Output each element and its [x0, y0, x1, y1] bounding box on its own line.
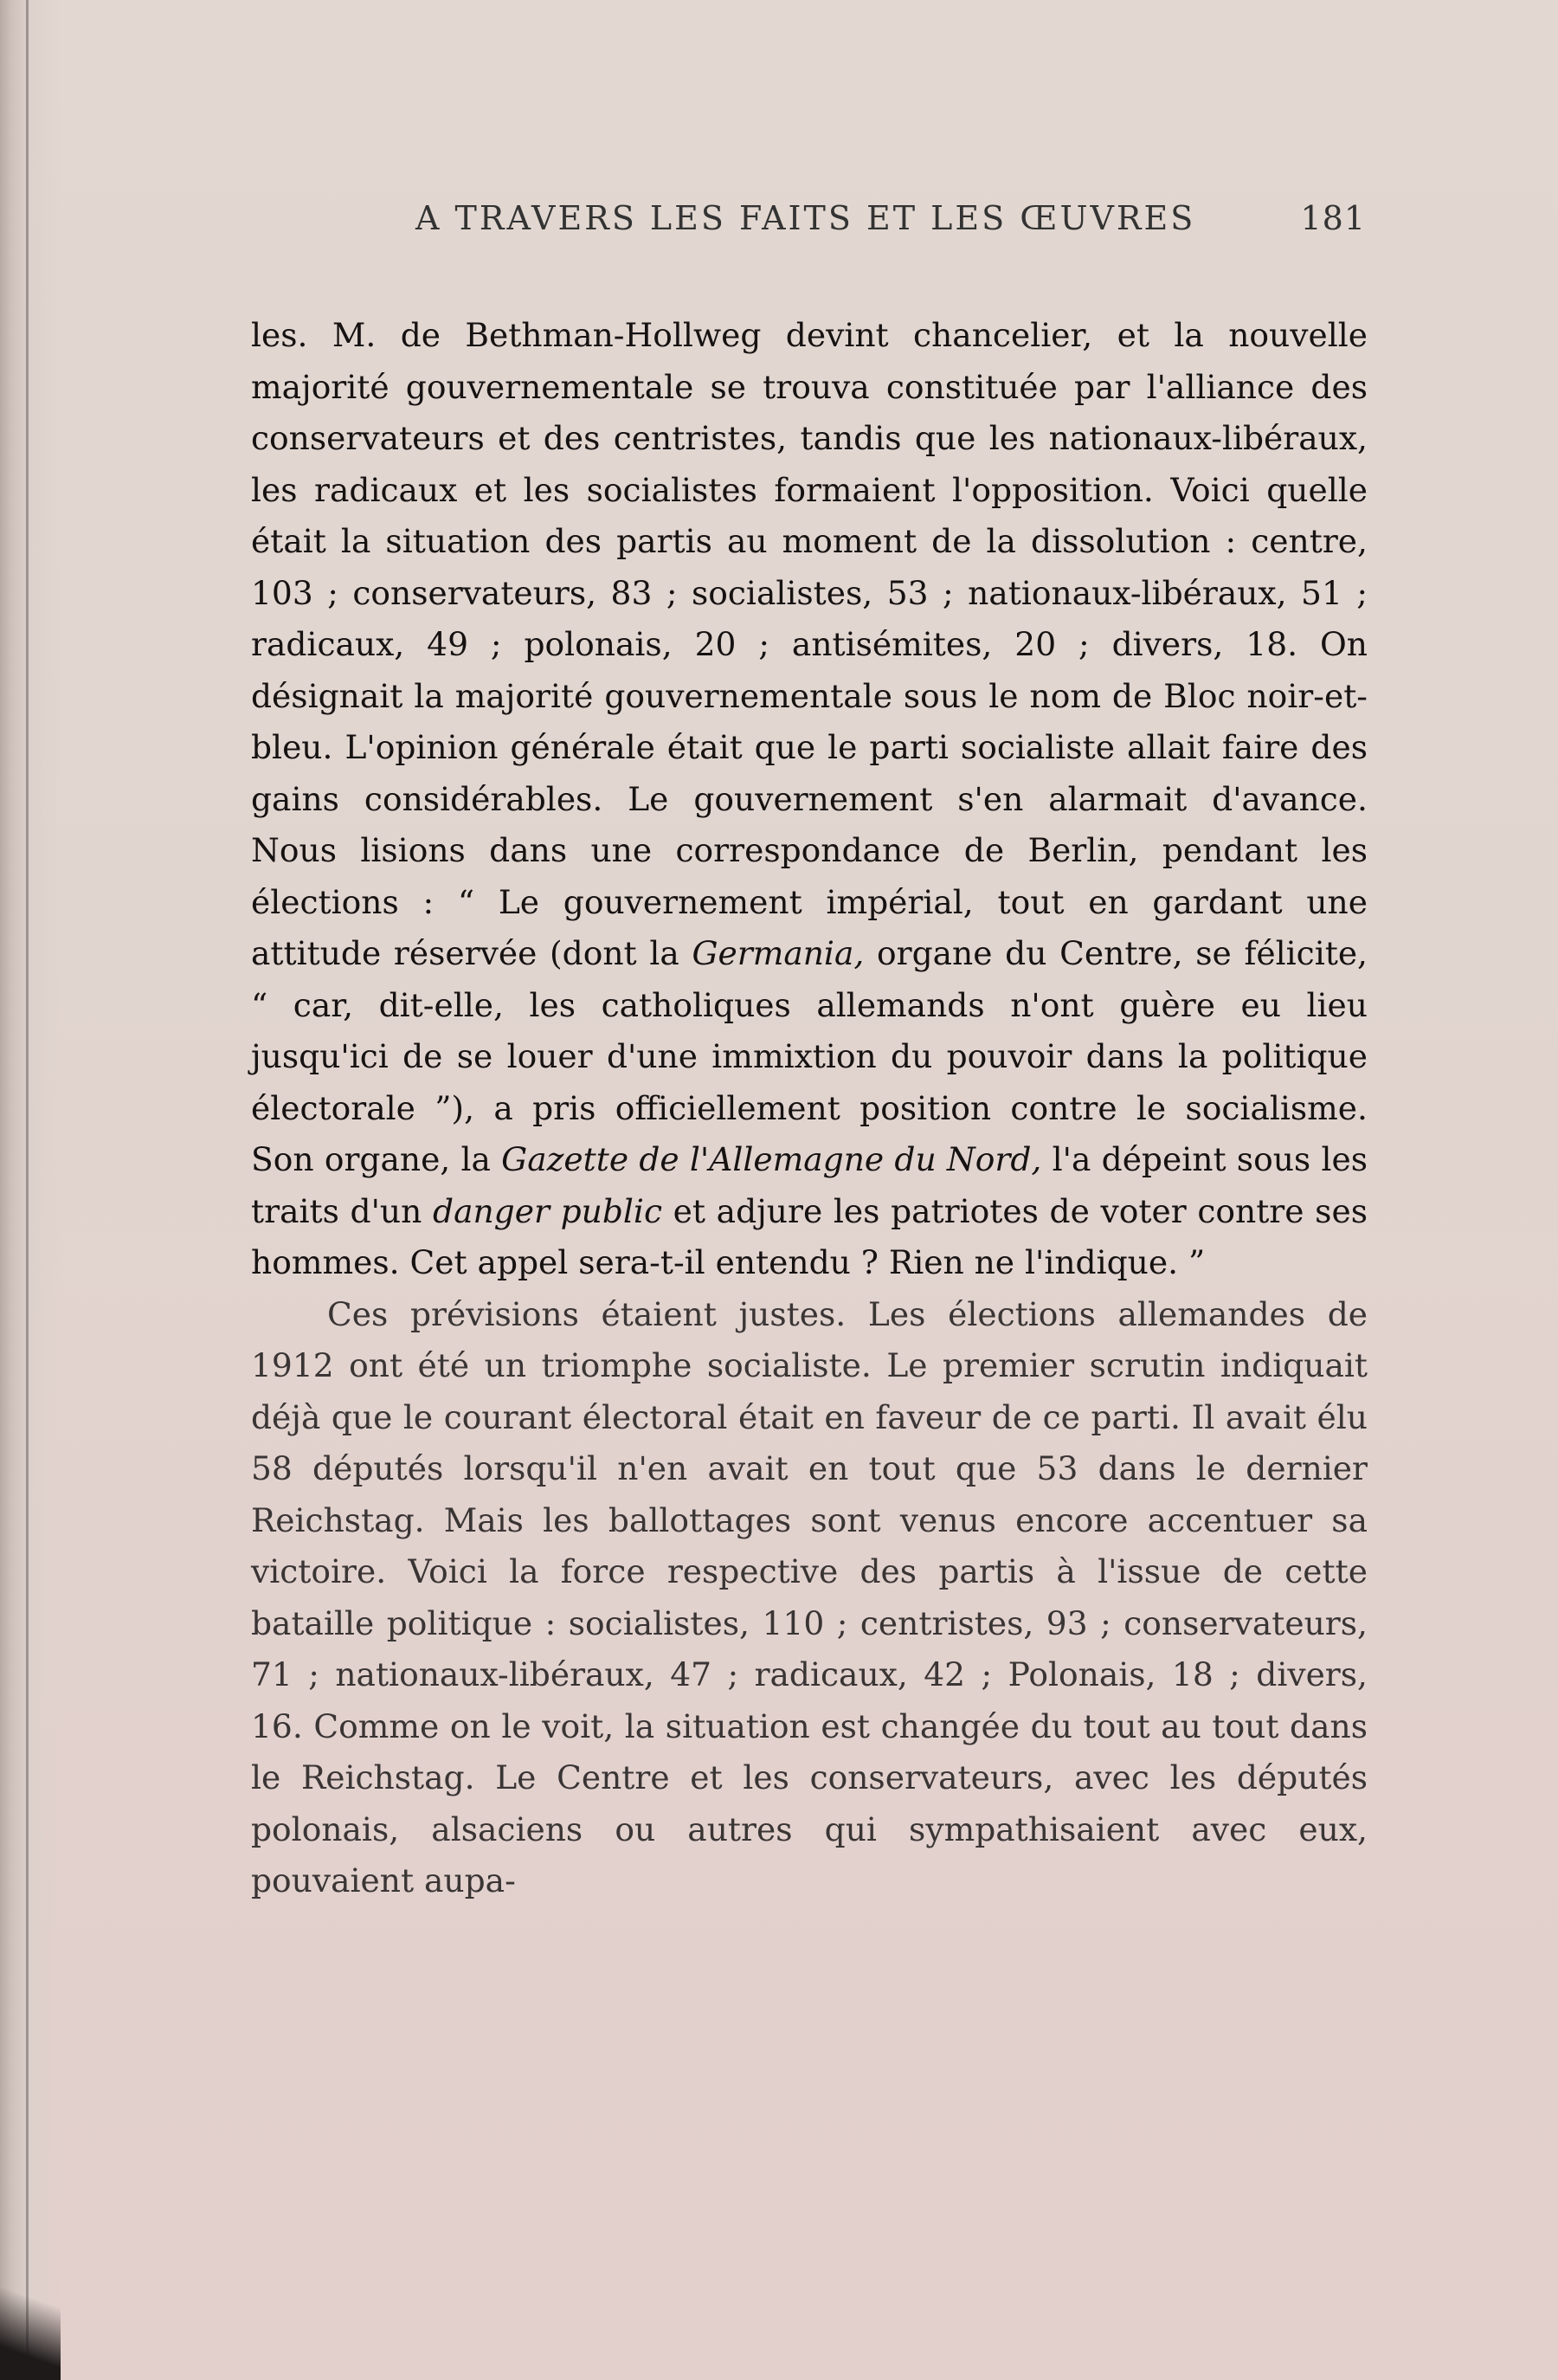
binding-edge	[26, 0, 29, 2380]
running-head	[415, 199, 1368, 237]
paragraph-1	[251, 310, 1368, 1289]
body-text	[251, 310, 1368, 1907]
running-head-title: A TRAVERS LES FAITS ET LES ŒUVRES	[415, 199, 1196, 237]
page-number: 181	[1300, 199, 1366, 237]
paragraph-1-part-3: l'a dépeint sous les traits d'un	[251, 1140, 1368, 1230]
corner-shadow	[0, 2267, 61, 2380]
paragraph-1-part-1: les. M. de Bethman-Hollweg devint chancelier, et la nouvelle majorité gouvernementale se trouva constituée par l'alliance des conservateurs et des centristes, tandis que les nationaux-libéraux, les radicaux et les socialistes formaient l'opposition. Voici quelle était la situation des partis au moment de la dissolution : centre, 103 ; conservateurs, 83 ; socialistes, 53 ; nationaux-libéraux, 51 ; radicaux, 49 ; polonais, 20 ; antisémites, 20 ; divers, 18. On désignait la majorité gouvernementale sous le nom de Bloc noir-et-bleu. L'opinion générale était que le parti socialiste allait faire des gains considérables. Le gouvernement s'en alarmait d'avance. Nous lisions dans une correspondance de Berlin, pendant les élections : “ Le gouvernement impérial, tout en gardant une attitude réservée (dont la	[251, 316, 1368, 972]
book-page	[251, 199, 1368, 1907]
book-spine-shadow	[0, 0, 61, 2380]
paragraph-1-part-2: organe du Centre, se félicite, “ car, dit-elle, les catholiques allemands n'ont guère eu lieu jusqu'ici de se louer d'une immixtion du pouvoir dans la politique électorale ”), a pris officiellement position contre le socialisme. Son organe, la	[251, 934, 1368, 1178]
italic-germania: Germania,	[692, 934, 865, 972]
paragraph-1-part-4: et adjure les patriotes de voter contre ses hommes. Cet appel sera-t-il entendu ? Rien ne l'indique. ”	[251, 1191, 1368, 1281]
paragraph-2: Ces prévisions étaient justes. Les élections allemandes de 1912 ont été un triomphe socialiste. Le premier scrutin indiquait déjà que le courant électoral était en faveur de ce parti. Il avait élu 58 députés lorsqu'il n'en avait en tout que 53 dans le dernier Reichstag. Mais les ballottages sont venus encore accentuer sa victoire. Voici la force respective des partis à l'issue de cette bataille politique : socialistes, 110 ; centristes, 93 ; conservateurs, 71 ; nationaux-libéraux, 47 ; radicaux, 42 ; Polonais, 18 ; divers, 16. Comme on le voit, la situation est changée du tout au tout dans le Reichstag. Le Centre et les conservateurs, avec les députés polonais, alsaciens ou autres qui sympathisaient avec eux, pouvaient aupa-	[251, 1294, 1368, 1899]
italic-danger-public: danger public	[433, 1191, 662, 1230]
italic-gazette: Gazette de l'Allemagne du Nord,	[501, 1140, 1042, 1178]
